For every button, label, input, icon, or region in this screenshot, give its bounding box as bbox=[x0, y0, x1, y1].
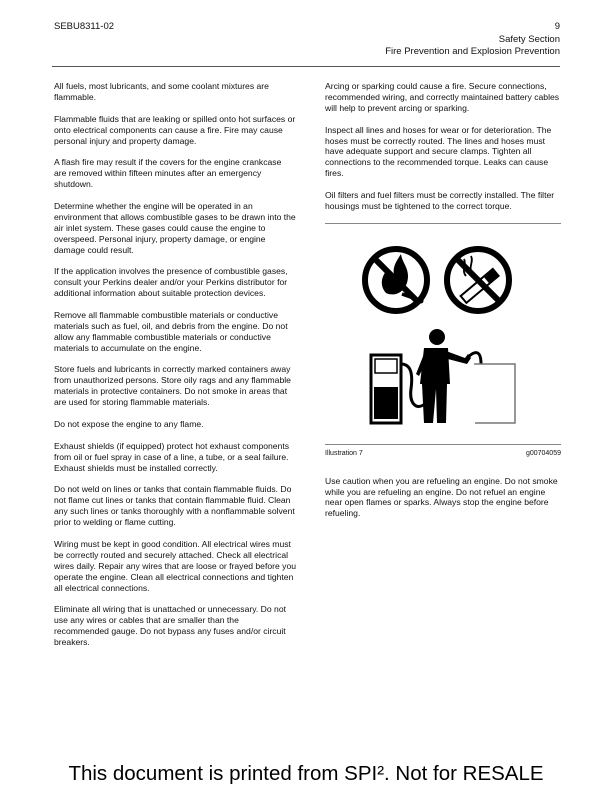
figure-bottom-rule bbox=[325, 444, 561, 445]
paragraph: Remove all flammable combustible materials or conductive materials such as fuel, oil, and debris from the engine. Do not allow any flammable combustible materials or conductive materials to accumulate on the engine. bbox=[54, 309, 288, 353]
refueling-safety-illustration bbox=[325, 224, 561, 444]
paragraph: Exhaust shields (if equipped) protect hot exhaust components from oil or fuel spray in case of a line, a tube, or a seal failure. Exhaust shields must be installed correctly. bbox=[54, 440, 290, 473]
header-rule bbox=[52, 66, 560, 67]
paragraph: Use caution when you are refueling an engine. Do not smoke while you are refueling an engine. Do not refuel an engine near open flames or sparks. Always stop the engine before refueling. bbox=[325, 475, 558, 519]
figure-image-id: g00704059 bbox=[525, 449, 561, 457]
fuel-pump-icon bbox=[371, 355, 427, 423]
paragraph: Arcing or sparking could cause a fire. Secure connections, recommended wiring, and correctly maintained battery cables will help to prevent arcing or sparking. bbox=[325, 81, 560, 113]
subsection-title: Fire Prevention and Explosion Prevention bbox=[385, 46, 560, 58]
no-open-flame-icon bbox=[365, 249, 427, 311]
paragraph: Determine whether the engine will be operated in an environment that allows combustible gases to be drawn into the air inlet system. These gases could cause the engine to overspeed. Personal injury, property damage, or engine damage could result. bbox=[54, 200, 296, 255]
header-doc-code: SEBU8311-02 bbox=[54, 21, 115, 32]
paragraph: Do not weld on lines or tanks that contain flammable fluids. Do not flame cut lines or tanks that contain flammable fluid. Clean any such lines or tanks thoroughly with a nonflammable solvent prior to welding or flame cutting. bbox=[54, 484, 295, 528]
engine-outline-icon bbox=[474, 364, 515, 423]
paragraph: A flash fire may result if the covers for the engine crankcase are removed within fifteen minutes after an emergency shutdown. bbox=[54, 157, 282, 190]
header-right-block bbox=[385, 21, 560, 59]
illustration-figure bbox=[325, 224, 561, 444]
paragraph: All fuels, most lubricants, and some coolant mixtures are flammable. bbox=[54, 81, 269, 102]
page-number: 9 bbox=[554, 21, 560, 32]
paragraph: If the application involves the presence of combustible gases, consult your Perkins dealer and/or your Perkins distributor for additional information about suitable protection devices. bbox=[54, 266, 288, 299]
paragraph: Store fuels and lubricants in correctly marked containers away from unauthorized persons. Store oily rags and any flammable materials in protective containers. Do not smoke in areas that are used for storing flammable materials. bbox=[54, 364, 291, 408]
paragraph: Oil filters and fuel filters must be correctly installed. The filter housings must be tightened to the correct torque. bbox=[325, 190, 555, 211]
paragraph: Eliminate all wiring that is unattached or unnecessary. Do not use any wires or cables that are smaller than the recommended gauge. Do not bypass any fuses and/or circuit breakers. bbox=[54, 604, 286, 648]
paragraph: Flammable fluids that are leaking or spilled onto hot surfaces or onto electrical components can cause a fire. Fire may cause personal injury and property damage. bbox=[54, 113, 296, 146]
figure-caption-row bbox=[325, 449, 561, 460]
person-refueling-icon bbox=[416, 329, 481, 423]
right-column bbox=[325, 81, 561, 530]
no-smoking-icon bbox=[447, 249, 509, 311]
resale-notice: This document is printed from SPI². Not for RESALE bbox=[68, 762, 544, 785]
paragraph: Do not expose the engine to any flame. bbox=[54, 418, 204, 429]
section-title: Safety Section bbox=[498, 33, 560, 45]
left-column bbox=[54, 81, 296, 659]
paragraph: Wiring must be kept in good condition. All electrical wires must be correctly routed and securely attached. Check all electrical wires daily. Repair any wires that are loose or frayed before you operate the engine. Clean all electrical connections and tighten all electrical connections. bbox=[54, 538, 297, 593]
figure-caption: Illustration 7 bbox=[325, 449, 363, 457]
paragraph: Inspect all lines and hoses for wear or for deterioration. The hoses must be correctly routed. The lines and hoses must have adequate support and secure clamps. Tighten all connections to the recommended torque. Leaks can cause fires. bbox=[325, 124, 552, 179]
